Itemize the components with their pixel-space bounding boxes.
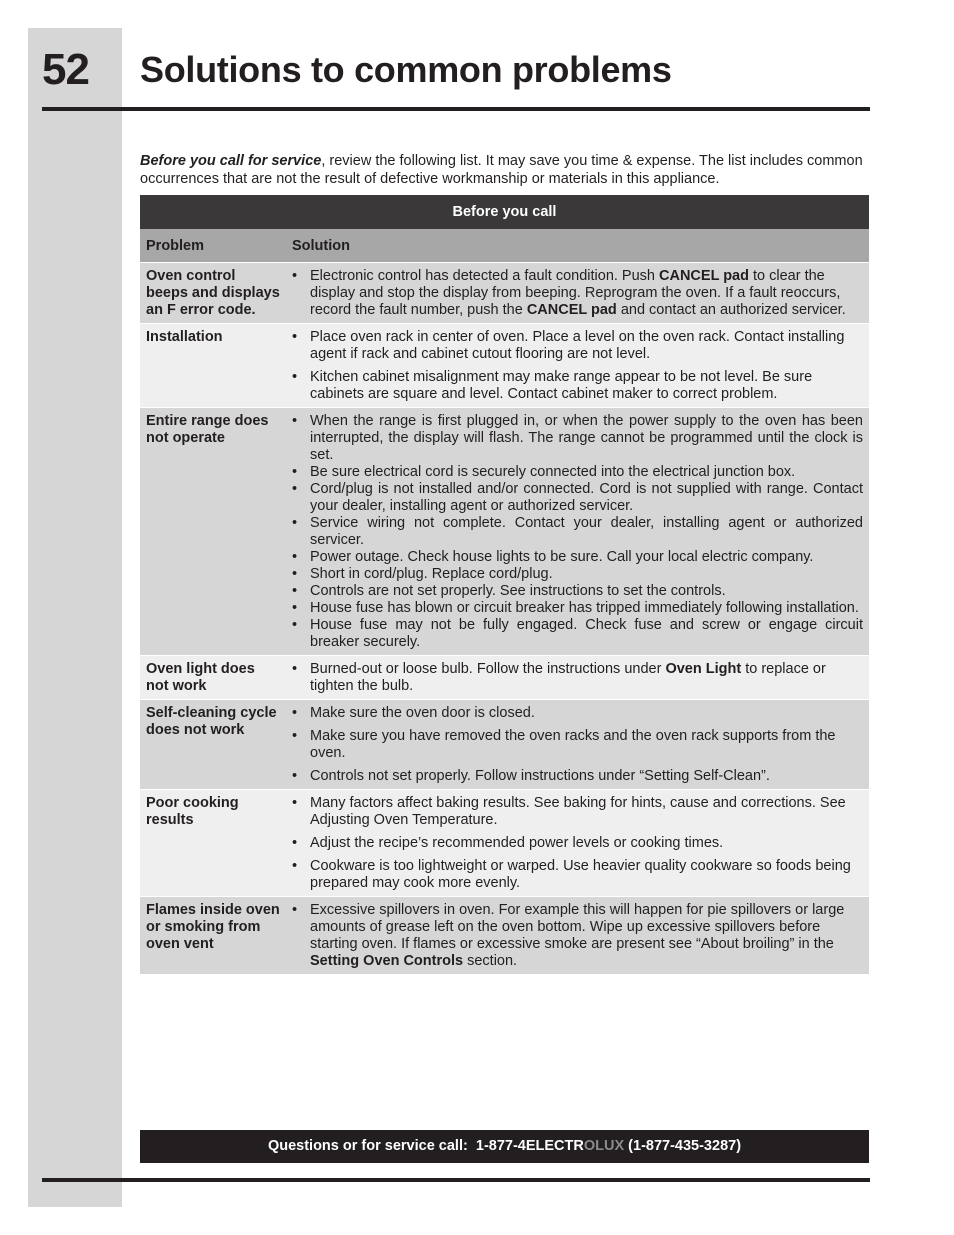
- row-problem: Self-cleaning cycle does not work: [146, 705, 277, 738]
- solution-item: • Electronic control has detected a fault condition. Push CANCEL pad to clear the display and stop the display from beeping. Reprogram the oven. If a fault reoccurs, record the fault number, push the CANCEL pad and contact an authorized servicer.: [286, 268, 863, 319]
- intro-paragraph: [140, 152, 868, 188]
- solution-item: • Adjust the recipe’s recommended power levels or cooking times.: [286, 835, 863, 852]
- row-solution: [286, 656, 869, 699]
- solution-item: • House fuse has blown or circuit breaker has tripped immediately following installation.: [286, 600, 863, 617]
- solution-item: • Make sure you have removed the oven racks and the oven rack supports from the oven.: [286, 728, 863, 762]
- row-solution: [286, 897, 869, 974]
- solution-list: [286, 329, 863, 403]
- solution-list: [286, 795, 863, 892]
- row-problem: Entire range does not operate: [146, 413, 269, 446]
- table-row: [140, 323, 869, 407]
- bold-term: CANCEL pad: [659, 268, 749, 284]
- row-problem: Poor cooking results: [146, 795, 239, 828]
- intro-text: , review the following list. It may save you time & expense. The list includes common occurrences that are not the result of defective workmanship or materials in this appliance.: [140, 153, 863, 187]
- bold-term: CANCEL pad: [526, 302, 617, 318]
- troubleshooting-table: [140, 195, 869, 974]
- page-title: Solutions to common problems: [140, 49, 672, 90]
- side-margin-band: [28, 28, 122, 1207]
- row-problem: Installation: [146, 329, 223, 345]
- solution-item: • Service wiring not complete. Contact your dealer, installing agent or authorized servicer.: [286, 515, 863, 549]
- solution-item: • Make sure the oven door is closed.: [286, 705, 863, 722]
- table-row: [140, 407, 869, 655]
- footer-phone-numeric: (1-877-435-3287): [628, 1138, 742, 1154]
- row-solution: [286, 263, 869, 323]
- table-row: [140, 896, 869, 974]
- row-problem: Oven control beeps and displays an F error code.: [146, 268, 280, 318]
- table-row: [140, 789, 869, 896]
- solution-list: [286, 413, 863, 651]
- solution-list: [286, 902, 863, 970]
- row-solution: [286, 790, 869, 896]
- solution-item: • Many factors affect baking results. See baking for hints, cause and corrections. See Adjusting Oven Temperature.: [286, 795, 863, 829]
- table-row: [140, 699, 869, 789]
- footer-label: Questions or for service call:: [267, 1138, 468, 1154]
- bottom-rule: [42, 1178, 870, 1182]
- solution-item: • Short in cord/plug. Replace cord/plug.: [286, 566, 863, 583]
- table-title: Before you call: [140, 195, 869, 229]
- bold-term: Oven Light: [665, 661, 742, 677]
- row-problem: Flames inside oven or smoking from oven vent: [146, 902, 280, 952]
- solution-item: • Power outage. Check house lights to be sure. Call your local electric company.: [286, 549, 863, 566]
- title-rule: [42, 107, 870, 111]
- solution-item: • Controls are not set properly. See instructions to set the controls.: [286, 583, 863, 600]
- footer-phone-prefix: 1-877-4ELECTR: [475, 1138, 584, 1154]
- solution-list: [286, 268, 863, 319]
- row-solution: [286, 700, 869, 789]
- service-call-footer: [140, 1130, 869, 1163]
- solution-item: • House fuse may not be fully engaged. Check fuse and screw or engage circuit breaker securely.: [286, 617, 863, 651]
- solution-list: [286, 705, 863, 785]
- solution-item: • Controls not set properly. Follow instructions under “Setting Self-Clean”.: [286, 768, 863, 785]
- solution-item: • Burned-out or loose bulb. Follow the instructions under Oven Light to replace or tighten the bulb.: [286, 661, 863, 695]
- row-solution: [286, 324, 869, 407]
- footer-phone-brand: OLUX: [583, 1138, 625, 1154]
- row-problem: Oven light does not work: [146, 661, 255, 694]
- table-row: [140, 262, 869, 323]
- table-row: [140, 655, 869, 699]
- solution-item: • Place oven rack in center of oven. Place a level on the oven rack. Contact installing agent if rack and cabinet cutout flooring are not level.: [286, 329, 863, 363]
- solution-item: • Cookware is too lightweight or warped. Use heavier quality cookware so foods being prepared may cook more evenly.: [286, 858, 863, 892]
- table-column-header: [140, 229, 869, 262]
- solution-item: • Kitchen cabinet misalignment may make range appear to be not level. Be sure cabinets are square and level. Contact cabinet maker to correct problem.: [286, 369, 863, 403]
- column-header-problem: Problem: [146, 237, 205, 254]
- column-header-solution: Solution: [292, 237, 350, 254]
- solution-item: • Be sure electrical cord is securely connected into the electrical junction box.: [286, 464, 863, 481]
- solution-item: • Excessive spillovers in oven. For example this will happen for pie spillovers or large amounts of grease left on the oven bottom. Wipe up excessive spillovers before starting oven. If flames or excessive smoke are present see “About broiling” in the Setting Oven Controls section.: [286, 902, 863, 970]
- page-number: 52: [42, 45, 89, 94]
- solution-list: [286, 661, 863, 695]
- bold-term: Setting Oven Controls: [310, 953, 464, 969]
- solution-item: • When the range is first plugged in, or when the power supply to the oven has been interrupted, the display will flash. The range cannot be programmed until the clock is set.: [286, 413, 863, 464]
- row-solution: [286, 408, 869, 655]
- solution-item: • Cord/plug is not installed and/or connected. Cord is not supplied with range. Contact your dealer, installing agent or authorized servicer.: [286, 481, 863, 515]
- intro-lead: Before you call for service: [140, 153, 322, 169]
